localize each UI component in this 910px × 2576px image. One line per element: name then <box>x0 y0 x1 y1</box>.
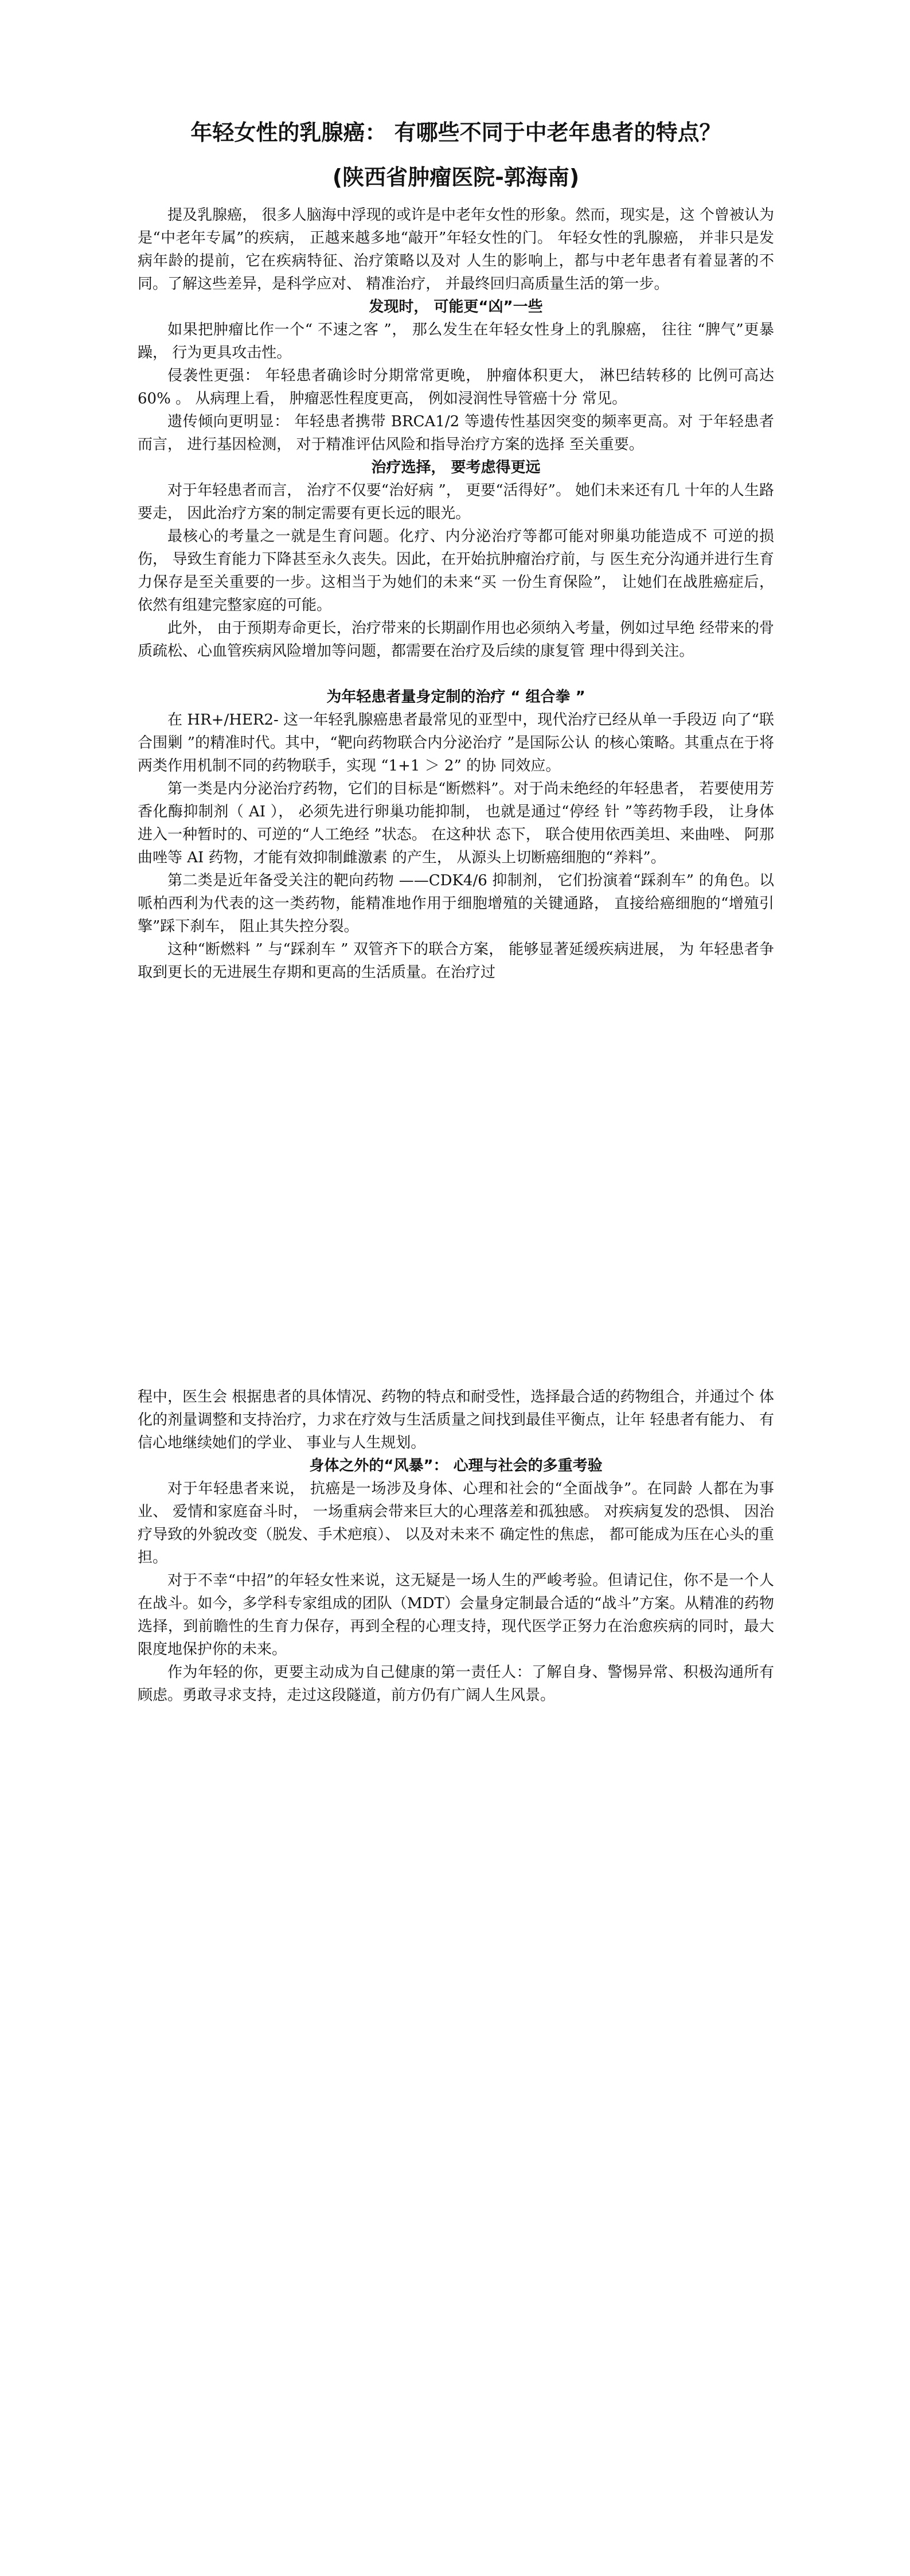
section4-paragraph-2: 对于不幸“中招”的年轻女性来说，这无疑是一场人生的严峻考验。但请记住，你不是一个人在战斗。如今，多学科专家组成的团队（MDT）会量身定制最合适的“战斗”方案。从精准的药物选择，到前瞻性的生育力保存，再到全程的心理支持，现代医学正努力在治愈疾病的同时，最大限度地保护你的未来。 <box>138 1572 774 1658</box>
section1-paragraph-2: 侵袭性更强： 年轻患者确诊时分期常常更晚， 肿瘤体积更大， 淋巴结转移的 比例可高达 60% 。 从病理上看， 肿瘤恶性程度更高， 例如浸润性导管癌十分 常见。 <box>138 367 774 407</box>
section2-heading: 治疗选择， 要考虑得更远 <box>371 459 541 476</box>
section1-paragraph-3: 遗传倾向更明显： 年轻患者携带 BRCA1/2 等遗传性基因突变的频率更高。对 于年轻患者而言， 进行基因检测， 对于精准评估风险和指导治疗方案的选择 至关重要。 <box>138 413 774 453</box>
content-block-2 <box>138 1386 774 1707</box>
intro-paragraph: 提及乳腺癌， 很多人脑海中浮现的或许是中老年女性的形象。然而，现实是，这 个曾被认为是“中老年专属”的疾病， 正越来越多地“敲开”年轻女性的门。 年轻女性的乳腺癌， 并非只是发病年龄的提前，它在疾病特征、治疗策略以及对 人生的影响上，都与中老年患者有着显著的不同。了解这些差异，是科学应对、 精准治疗， 并最终回归高质量生活的第一步。 <box>138 207 774 293</box>
section2-paragraph-3: 此外， 由于预期寿命更长，治疗带来的长期副作用也必须纳入考量，例如过早绝 经带来的骨质疏松、心血管疾病风险增加等问题，都需要在治疗及后续的康复管 理中得到关注。 <box>138 620 774 660</box>
section4-heading: 身体之外的“风暴”： 心理与社会的多重考验 <box>309 1457 603 1474</box>
section3-heading: 为年轻患者量身定制的治疗 “ 组合拳 ” <box>326 688 585 706</box>
section3-paragraph-1: 在 HR+/HER2- 这一年轻乳腺癌患者最常见的亚型中，现代治疗已经从单一手段迈 向了“联合围剿 ”的精准时代。其中，“靶向药物联合内分泌治疗 ”是国际公认 的核心策略。其重点在于将两类作用机制不同的药物联手，实现 “1+1 ＞ 2” 的协 同效应。 <box>138 711 774 775</box>
section1-paragraph-1: 如果把肿瘤比作一个“ 不速之客 ”， 那么发生在年轻女性身上的乳腺癌， 往往 “脾气”更暴躁， 行为更具攻击性。 <box>138 321 774 361</box>
section2-paragraph-2: 最核心的考量之一就是生育问题。化疗、内分泌治疗等都可能对卵巢功能造成不 可逆的损伤， 导致生育能力下降甚至永久丧失。因此，在开始抗肿瘤治疗前，与 医生充分沟通并进行生育力保存是至关重要的一步。这相当于为她们的未来“买 一份生育保险”， 让她们在战胜癌症后， 依然有组建完整家庭的可能。 <box>138 528 774 614</box>
content-block-1 <box>138 204 774 984</box>
section3-paragraph-2: 第一类是内分泌治疗药物，它们的目标是“断燃料”。对于尚未绝经的年轻患者， 若要使用芳香化酶抑制剂（ AI ）， 必须先进行卵巢功能抑制， 也就是通过“停经 针 ”等药物手段， 让身体进入一种暂时的、可逆的“人工绝经 ”状态。 在这种状 态下， 联合使用依西美坦、来曲唑、 阿那曲唑等 AI 药物，才能有效抑制雌激素 的产生， 从源头上切断癌细胞的“养料”。 <box>138 780 774 866</box>
section3-paragraph-4: 这种“断燃料 ” 与“踩刹车 ” 双管齐下的联合方案， 能够显著延缓疾病进展， 为 年轻患者争取到更长的无进展生存期和更高的生活质量。在治疗过 <box>138 941 774 981</box>
section4-paragraph-1: 对于年轻患者来说， 抗癌是一场涉及身体、心理和社会的“全面战争”。在同龄 人都在为事业、 爱情和家庭奋斗时， 一场重病会带来巨大的心理落差和孤独感。 对疾病复发的恐惧、 因治疗导致的外貌改变（脱发、手术疤痕）、 以及对未来不 确定性的焦虑， 都可能成为压在心头的重担。 <box>138 1480 774 1566</box>
document-subtitle: (陕西省肿瘤医院-郭海南) <box>332 165 580 190</box>
document-title: 年轻女性的乳腺癌： 有哪些不同于中老年患者的特点？ <box>190 120 721 145</box>
section3-continuation: 程中，医生会 根据患者的具体情况、药物的特点和耐受性，选择最合适的药物组合，并通过个 体化的剂量调整和支持治疗，力求在疗效与生活质量之间找到最佳平衡点，让年 轻患者有能力、 有信心地继续她们的学业、 事业与人生规划。 <box>138 1388 774 1452</box>
section1-heading: 发现时， 可能更“凶”一些 <box>369 298 543 316</box>
section3-paragraph-3: 第二类是近年备受关注的靶向药物 ——CDK4/6 抑制剂， 它们扮演着“踩刹车” 的角色。以哌柏西利为代表的这一类药物，能精准地作用于细胞增殖的关键通路， 直接给癌细胞的“增殖引擎”踩下刹车， 阻止其失控分裂。 <box>138 872 774 935</box>
section4-paragraph-3: 作为年轻的你，更要主动成为自己健康的第一责任人：了解自身、警惕异常、积极沟通所有顾虑。勇敢寻求支持，走过这段隧道，前方仍有广阔人生风景。 <box>138 1664 774 1704</box>
section2-paragraph-1: 对于年轻患者而言， 治疗不仅要“治好病 ”， 更要“活得好”。 她们未来还有几 十年的人生路要走， 因此治疗方案的制定需要有更长远的眼光。 <box>138 482 774 522</box>
